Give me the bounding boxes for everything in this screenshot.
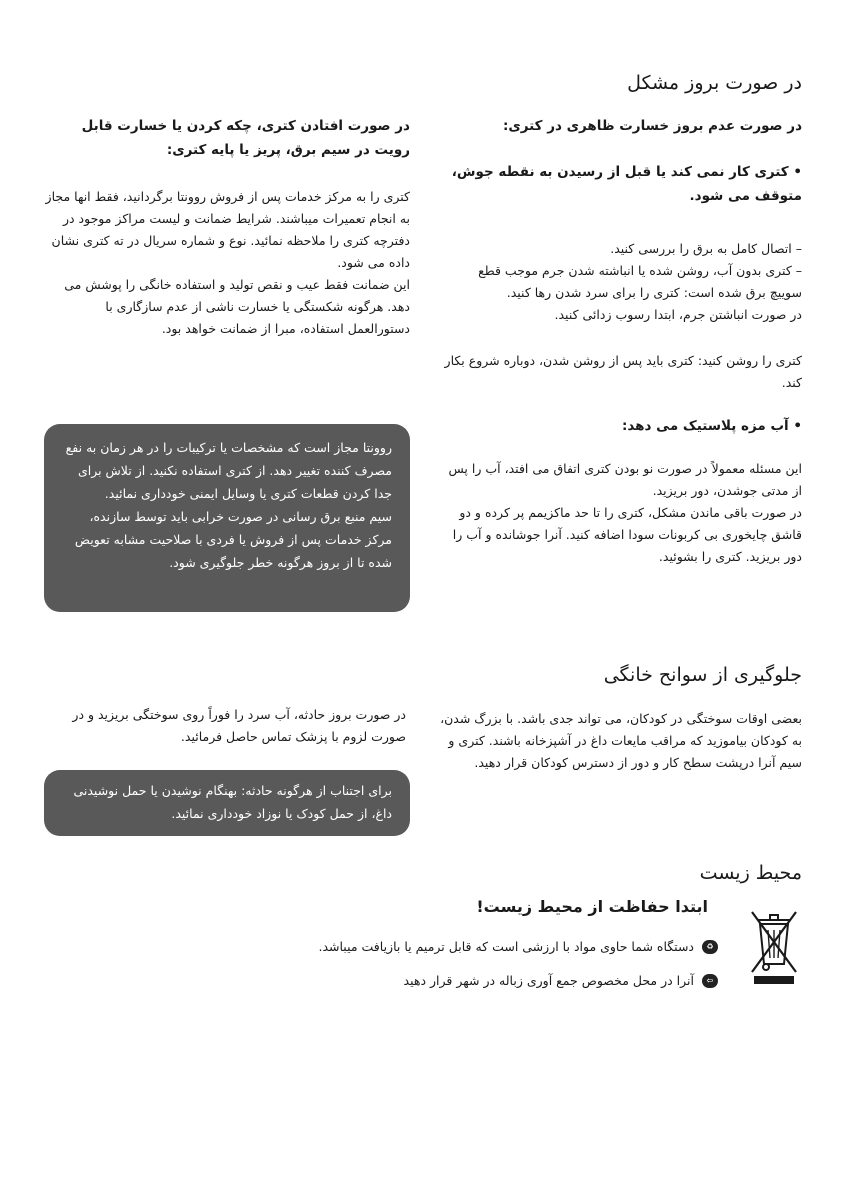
section-title-accidents: جلوگیری از سوانح خانگی — [603, 664, 802, 686]
notice-box-specs — [44, 424, 410, 612]
notice-box-hot-drinks-text: برای اجتناب از هرگونه حادثه: بهنگام نوشیدن یا حمل نوشیدنی داغ، از حمل کودک یا نوزاد خودداری نمائید. — [73, 783, 392, 821]
troubleshoot-right-column — [442, 114, 802, 568]
environment-item-disposal — [158, 970, 718, 992]
disposal-icon: ⇦ — [702, 974, 718, 988]
notice-box-line-2: سیم منبع برق رسانی در صورت خرابی باید توسط سازنده، مرکز خدمات پس از فروش یا فردی با صلاحیت مشابه تعویض شده تا از بروز هرگونه خطر جلوگیری شود. — [74, 509, 392, 570]
check-line-2: – کتری بدون آب، روشن شده یا انباشته شدن جرم موجب قطع سوییچ برق شده است: کتری را برای سرد شدن رها کنید. — [478, 263, 802, 300]
service-paragraph: کتری را به مرکز خدمات پس از فروش روونتا برگردانید، فقط انها مجاز به انجام تعمیرات میباشند. شرایط ضمانت و لیست مراکز موجود در دفترچه کتری را ملاحظه نمائید. نوع و شماره سریال در ته کتری نشان داده می شود. — [45, 189, 410, 270]
check-line-3: در صورت انباشتن جرم، ابتدا رسوب زدائی کنید. — [554, 307, 802, 322]
troubleshoot-left-heading: در صورت افتادن کتری، چکه کردن یا خسارت قابل رویت در سیم برق، پریز یا پایه کتری: — [81, 118, 410, 158]
recycle-icon: ♻ — [702, 940, 718, 954]
environment-items — [158, 936, 718, 992]
section-title-troubleshoot: در صورت بروز مشکل — [627, 72, 802, 94]
bullet-not-working: • کتری کار نمی کند یا قبل از رسیدن به نقطه جوش، متوقف می شود. — [442, 160, 802, 208]
notice-box-line-1: روونتا مجاز است که مشخصات یا ترکیبات را در هر زمان به نفع مصرف کننده تغییر دهد. از کتری استفاده نکنید. از تلاش برای جدا کردن قطعات کتری یا وسایل ایمنی خودداری نمائید. — [65, 440, 392, 501]
check-line-1: – اتصال کامل به برق را بررسی کنید. — [610, 241, 802, 256]
environment-item-recycle — [158, 936, 718, 958]
plastic-line-1: این مسئله معمولاً در صورت نو بودن کتری اتفاق می افتد، آب را پس از مدتی جوشدن، دور بریزید. — [448, 461, 802, 498]
notice-box-hot-drinks — [44, 770, 410, 836]
environment-item-disposal-text: آنرا در محل مخصوص جمع آوری زباله در شهر قرار دهید — [403, 973, 694, 988]
environment-item-recycle-text: دستگاه شما حاوی مواد با ارزشی است که قابل ترمیم یا بازیافت میباشد. — [318, 939, 694, 954]
children-burns-paragraph: بعضی اوقات سوختگی در کودکان، می تواند جدی باشد. با بزرگ شدن، به کودکان بیاموزید که مراقب مایعات داغ در آشپزخانه باشند. کتری و سیم آنرا درپشت سطح کار و دور از دسترس کودکان قرار دهید. — [440, 711, 802, 770]
crossed-bin-icon — [748, 906, 800, 988]
restart-paragraph: کتری را روشن کنید: کتری باید پس از روشن شدن، دوباره شروع بکار کند. — [444, 353, 802, 390]
troubleshoot-left-column — [44, 114, 410, 340]
plastic-line-2: در صورت باقی ماندن مشکل، کتری را تا حد ماکزیمم پر کرده و دو قاشق چایخوری بی کربونات سودا اضافه کنید. آنرا جوشانده و آب را دور بریزید. کتری را بشوئید. — [452, 505, 802, 564]
section-title-environment: محیط زیست — [699, 862, 802, 884]
bullet-plastic-taste: • آب مزه پلاستیک می دهد: — [442, 414, 802, 438]
warranty-paragraph: این ضمانت فقط عیب و نقص تولید و استفاده خانگی را پوشش می دهد. هرگونه شکستگی یا خسارت ناشی از عدم سازگاری با دستورالعمل استفاده، مبرا از ضمانت خواهد بود. — [64, 277, 410, 336]
accident-first-aid-paragraph: در صورت بروز حادثه، آب سرد را فوراً روی سوختگی بریزید و در صورت لزوم با پزشک تماس حاصل فرمائید. — [72, 707, 406, 744]
environment-heading: ابتدا حفاظت از محیط زیست! — [476, 897, 708, 916]
troubleshoot-right-heading: در صورت عدم بروز خسارت ظاهری در کتری: — [502, 118, 802, 134]
